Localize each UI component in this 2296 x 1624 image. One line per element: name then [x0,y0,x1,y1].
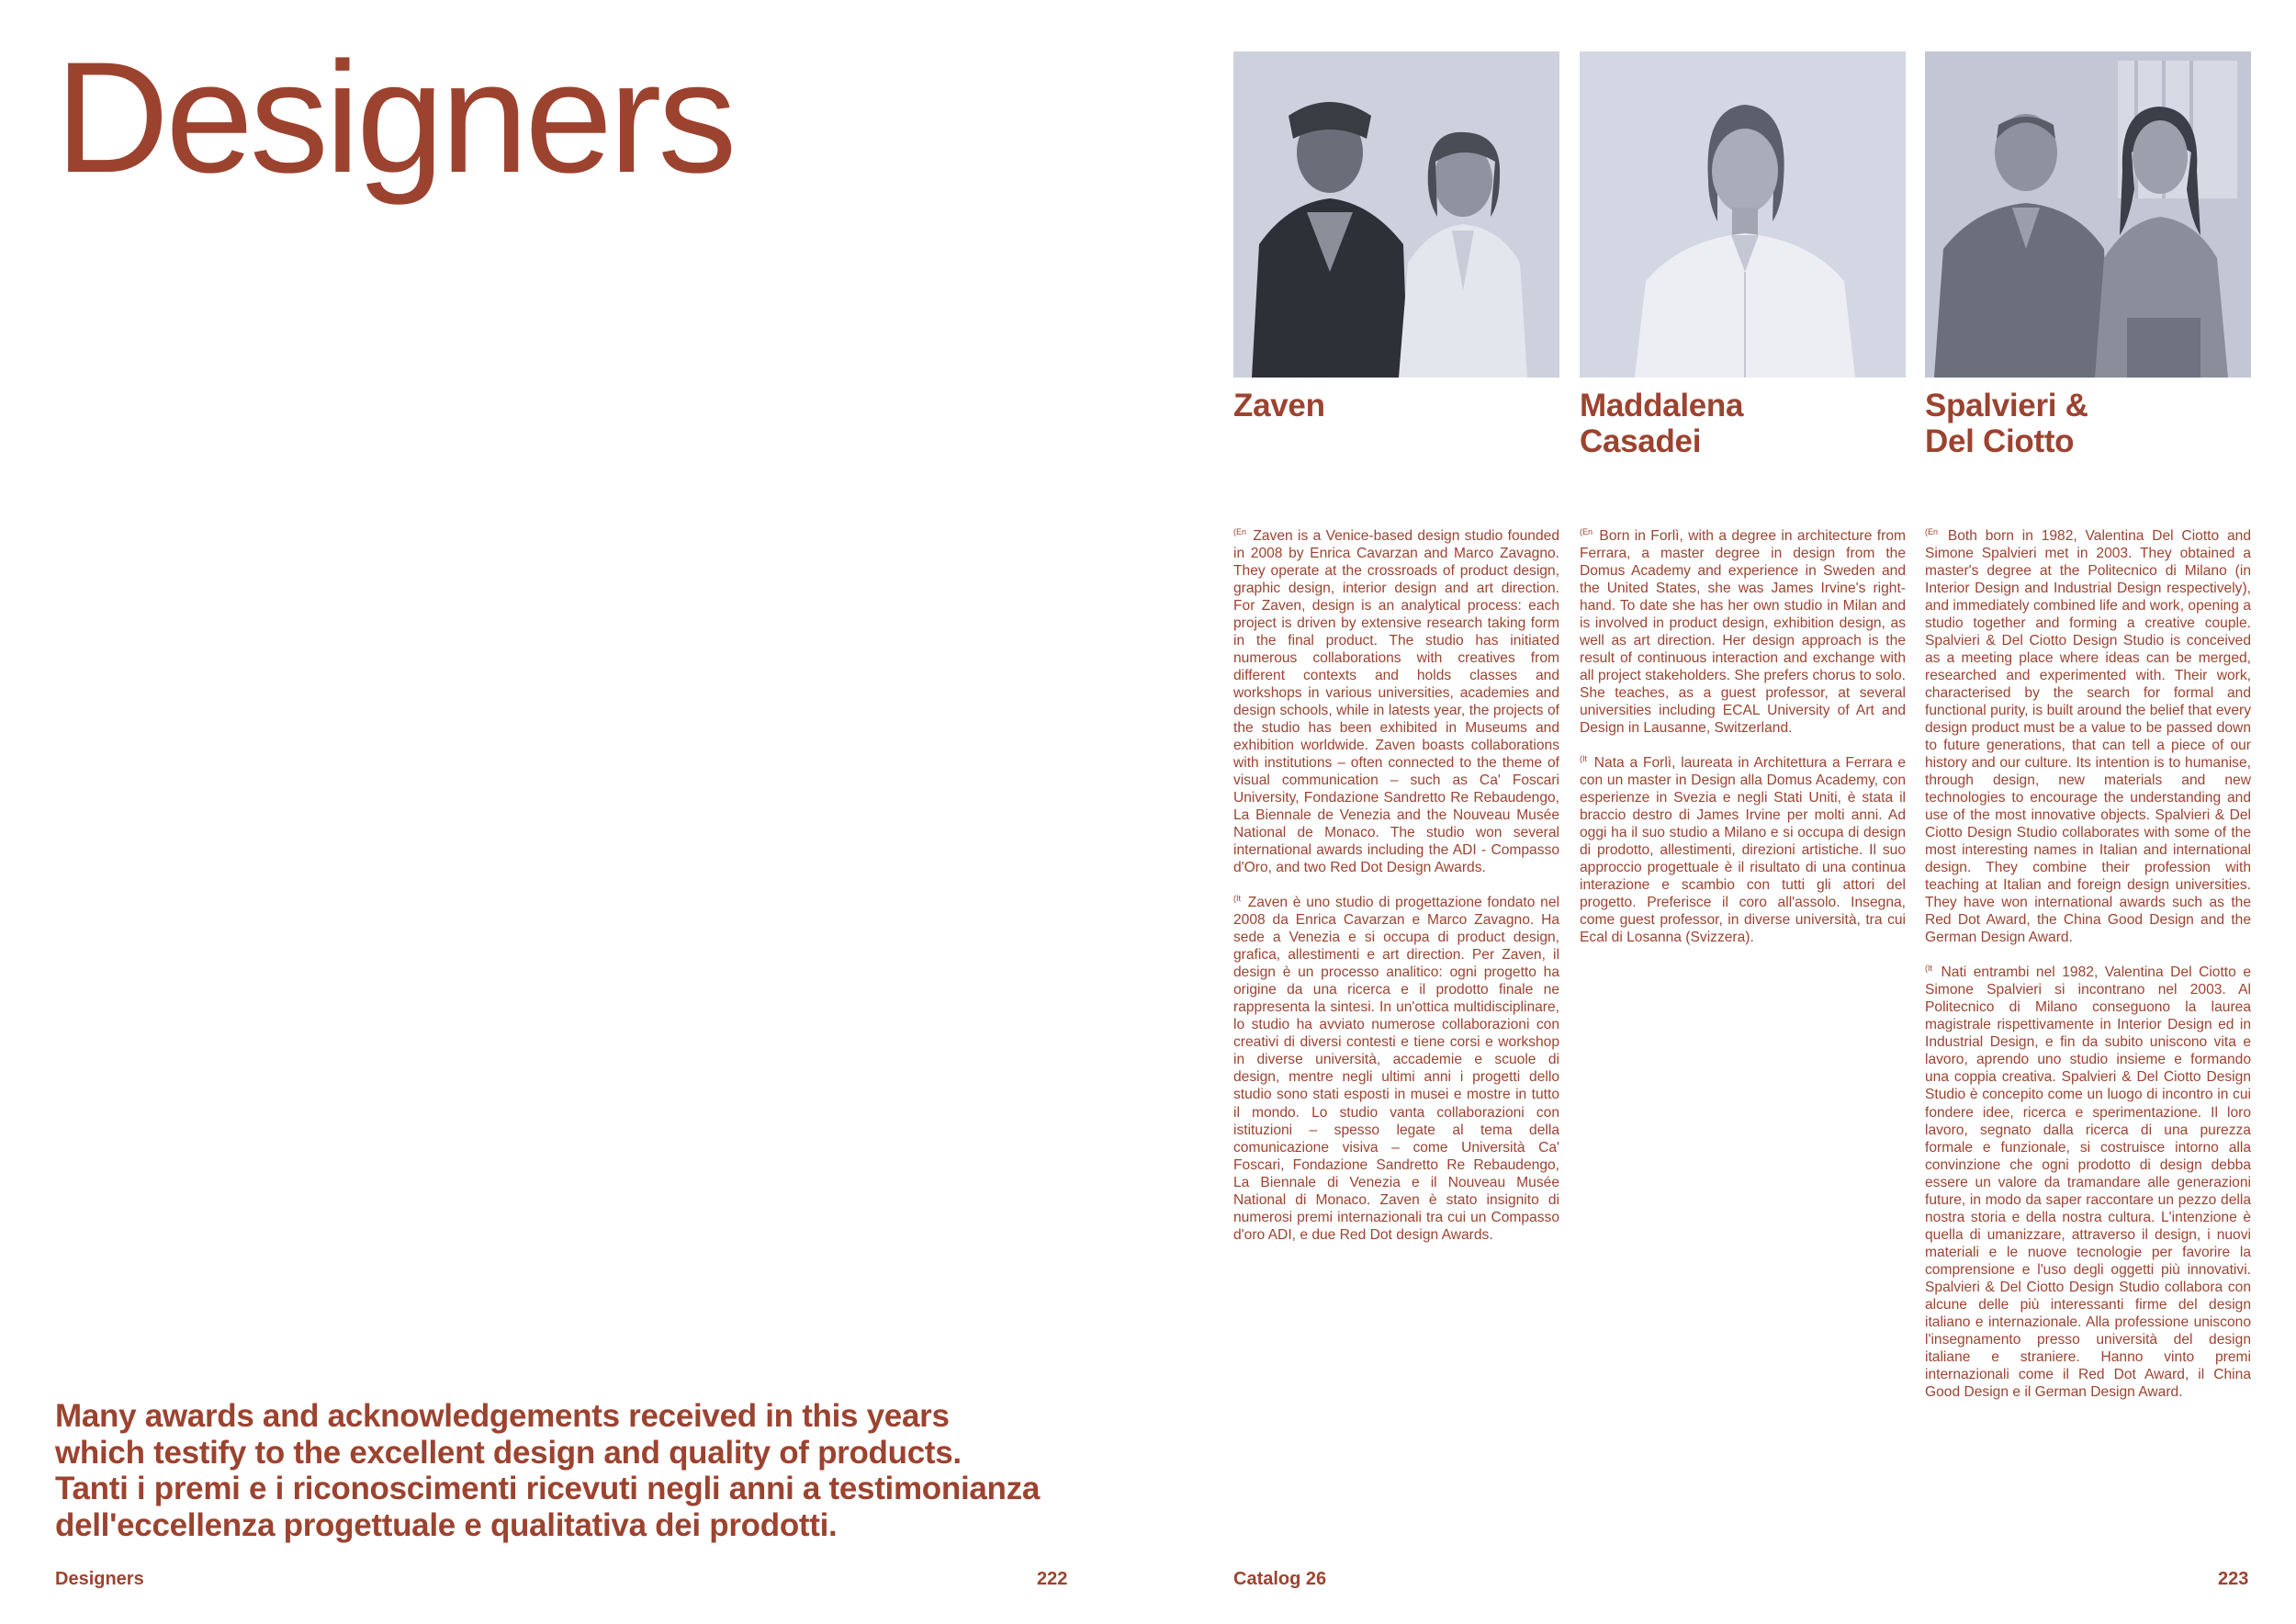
bio-text-it: Nati entrambi nel 1982, Valentina Del Ciotto e Simone Spalvieri si incontrano nel 2003. Al Politecnico di Milano conseguono la laurea magistrale rispettivamente in Interior Design ed in Industrial Design, e fin da subito uniscono vita e lavoro, aprendo uno studio insieme e formando una coppia creativa. Spalvieri & Del Ciotto Design Studio è concepito come un luogo di incontro in cui fondere idee, ricerca e sperimentazione. Il loro lavoro, segnato dalla ricerca di una purezza formale e funzionale, si costruisce intorno alla convinzione che ogni prodotto di design debba essere un valore da tramandare alle generazioni future, in modo da saper raccontare un pezzo della nostra storia e della nostra cultura. L'intenzione è quella di umanizzare, attraverso il design, i nuovi materiali e le nuove tecnologie per favorire la comprensione e l'uso degli oggetti più innovativi. Spalvieri & Del Ciotto Design Studio collabora con alcune delle più interessanti firme del design italiano e internazionale. Alla professione uniscono l'insegnamento presso università del design italiane e straniere. Hanno vinto premi internazionali come il Red Dot Award, il China Good Design e il German Design Award. [1925,964,2251,1400]
footer-page-number-left: 222 [1037,1569,1068,1589]
designer-name-line-1: Maddalena [1580,388,1744,423]
portrait-photo-icon [1233,51,1559,378]
bio-english [1580,527,1906,737]
bio-italian [1580,754,1906,946]
bio-english [1925,527,2251,946]
right-page [1148,0,2296,1624]
footer-page-number-right: 223 [2218,1569,2249,1589]
bio-italian [1925,964,2251,1400]
footer-catalog-label: Catalog 26 [1233,1569,1327,1589]
tagline-line-2: which testify to the excellent design and quality of products. [55,1434,962,1471]
tagline-line-4: dell'eccellenza progettuale e qualitativa dei prodotti. [55,1506,838,1543]
footer-section-label: Designers [55,1569,144,1589]
designer-name-line-1: Spalvieri & [1925,388,2088,423]
designer-name-casadei [1580,389,1906,459]
bio-casadei [1580,527,1906,964]
page-title: Designers [55,29,734,206]
designer-column-zaven [1233,51,1559,424]
designer-name-zaven [1233,389,1559,424]
bio-text-it: Nata a Forlì, laureata in Architettura a Ferrara e con un master in Design alla Domus Academy, con esperienze in Svezia e negli Stati Uniti, è stata il braccio destro di James Irvine per molti anni. Ad oggi ha il suo studio a Milano e si occupa di design di prodotto, allestimenti, direzioni artistiche. Il suo approccio progettuale è il risultato di una continua interazione e scambio con tutti gli attori del progetto. Preferisce il coro all'assolo. Insegna, come guest professor, in diverse università, tra cui Ecal di Losanna (Svizzera). [1580,755,1906,946]
language-tag-it: (It [1233,894,1241,904]
portrait-photo-icon [1580,51,1906,378]
bio-italian [1233,894,1559,1243]
tagline-line-3: Tanti i premi e i riconoscimenti ricevuti negli anni a testimonianza [55,1471,1040,1507]
bio-text-en: Zaven is a Venice-based design studio founded in 2008 by Enrica Cavarzan and Marco Zavagno. They operate at the crossroads of product design, graphic design, interior design and art direction. For Zaven, design is an analytical process: each project is driven by extensive research taking form in the final product. The studio has initiated numerous collaborations with creatives from different contexts and holds classes and workshops in various universities, academies and design schools, while in latests year, the projects of the studio has been exhibited in Museums and exhibition worldwide. Zaven boasts collaborations with institutions – often connected to the theme of visual communication – such as Ca' Foscari University, Fondazione Sandretto Re Rebaudengo, La Biennale de Venezia and the Nouveau Musée National de Monaco. The studio won several international awards including the ADI - Compasso d'Oro, and two Red Dot Design Awards. [1233,528,1559,876]
bio-text-en: Born in Forlì, with a degree in architecture from Ferrara, a master degree in design from the Domus Academy and experience in Sweden and the United States, she was James Irvine's right-hand. To date she has her own studio in Milan and is involved in product design, exhibition design, as well as art direction. Her design approach is the result of continuous interaction and exchange with all project stakeholders. She prefers chorus to solo. She teaches, as a guest professor, at several universities including ECAL University of Art and Design in Lausanne, Switzerland. [1580,528,1906,737]
language-tag-it: (It [1925,964,1932,974]
bio-english [1233,527,1559,876]
language-tag-en: (En [1925,526,1939,536]
language-tag-en: (En [1233,526,1247,536]
bio-text-it: Zaven è uno studio di progettazione fondato nel 2008 da Enrica Cavarzan e Marco Zavagno. Ha sede a Venezia e si occupa di product design, grafica, allestimenti e art direction. Per Zaven, il design è un processo analitico: ogni progetto ha origine da una ricerca e il prodotto finale ne rappresenta la sintesi. In un'ottica multidisciplinare, lo studio ha avviato numerose collaborazioni con creativi di diversi contesti e tiene corsi e workshop in diverse università, accademie e scuole di design, mentre negli ultimi anni i progetti dello studio sono stati esposti in musei e mostre in tutto il mondo. Lo studio vanta collaborazioni con istituzioni – spesso legate al tema della comunicazione visiva – come Università Ca' Foscari, Fondazione Sandretto Re Rebaudengo, La Biennale di Venezia e il Nouveau Musée National di Monaco. Zaven è stato insignito di numerosi premi internazionali tra cui un Compasso d'oro ADI, e due Red Dot design Awards. [1233,895,1559,1243]
designer-name-line-2: Casadei [1580,423,1702,459]
portrait-photo-icon [1925,51,2251,378]
designer-column-spalvieri-delciotto [1925,51,2251,459]
tagline-line-1: Many awards and acknowledgements received in this years [55,1398,950,1434]
language-tag-en: (En [1580,526,1593,536]
bio-text-en: Both born in 1982, Valentina Del Ciotto and Simone Spalvieri met in 2003. They obtained a master's degree at the Politecnico di Milano (in Interior Design and Industrial Design respectively), and immediately combined life and work, opening a studio together and forming a creative couple. Spalvieri & Del Ciotto Design Studio is conceived as a meeting place where ideas can be merged, researched and experimented with. Their work, characterised by the search for formal and functional purity, is built around the belief that every design product must be a value to be passed down to future generations, that can tell a piece of our history and our culture. Its intention is to humanise, through design, new materials and new technologies to encourage the understanding and use of the most innovative objects. Spalvieri & Del Ciotto Design Studio collaborates with some of the most interesting names in Italian and international design. They combine their profession with teaching at Italian and foreign design universities. They have won international awards such as the Red Dot Award, the China Good Design and the German Design Award. [1925,528,2252,946]
designer-name-line-1: Zaven [1233,388,1325,423]
language-tag-it: (It [1580,754,1587,763]
awards-tagline [55,1398,1084,1543]
designer-name-line-2: Del Ciotto [1925,423,2075,459]
bio-spalvieri-delciotto [1925,527,2251,1418]
designer-column-casadei [1580,51,1906,459]
designer-name-spalvieri-delciotto [1925,389,2251,459]
bio-zaven [1233,527,1559,1261]
